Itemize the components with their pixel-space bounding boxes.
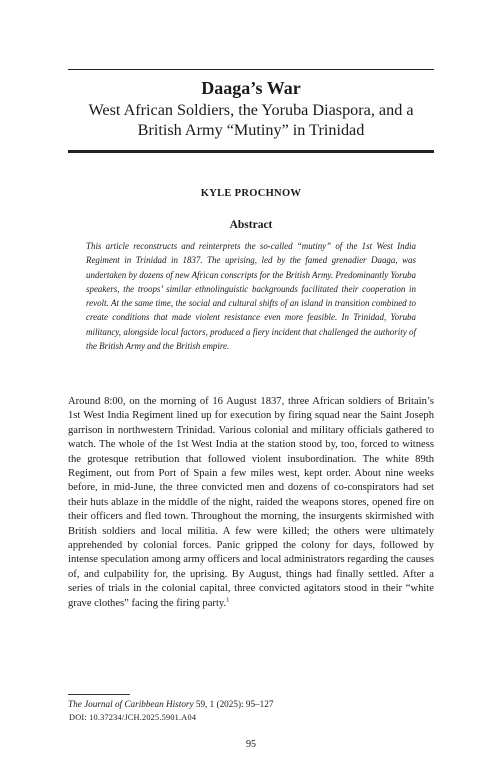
abstract-heading: Abstract xyxy=(229,219,273,231)
title-bottom-rule xyxy=(68,150,434,153)
journal-name: The Journal of Caribbean History xyxy=(68,699,194,709)
author-name: KYLE PROCHNOW xyxy=(200,188,302,199)
title-top-rule xyxy=(68,69,434,70)
footnote-rule xyxy=(68,694,130,695)
article-title: Daaga’s War xyxy=(201,78,301,98)
journal-citation xyxy=(68,699,273,709)
footnote-marker[interactable]: 1 xyxy=(226,596,230,604)
body-paragraph xyxy=(68,395,434,611)
article-subtitle: West African Soldiers, the Yoruba Diaspora, and a British Army “Mutiny” in Trinidad xyxy=(88,101,414,139)
journal-volume-pages: 59, 1 (2025): 95–127 xyxy=(193,699,274,709)
body-paragraph-text: Around 8:00, on the morning of 16 August 1837, three African soldiers of Britain’s 1st West India Regiment lined up for execution by firing squad near the Saint Joseph garrison in northwestern Trinidad. Various colonial and military officials gathered to watch. The whole of the 1st West India at the station stood by, too, forced to witness the grotesque retribution that followed violent insubordination. The white 89th Regiment, out from Port of Spain a few miles west, kept order. About nine weeks before, in mid-June, the three convicted men and dozens of co-conspirators had set their huts ablaze in the middle of the night, raided the weapons stores, opened fire on their officers and fled town. Throughout the morning, the insurgents skirmished with British soldiers and local militia. A few were killed; the others were ultimately apprehended by colonial forces. Panic gripped the colony for days, followed by intense speculation among army officers and local administrators regarding the causes of, and culpability for, the uprising. By August, things had finally settled. After a series of trials in the colonial capital, three convicted agitators stood in their “white grave clothes” facing the firing party. xyxy=(68,396,434,609)
abstract-text: This article reconstructs and reinterprets the so-called “mutiny” of the 1st West India Regiment in Trinidad in 1837. The uprising, led by the famed grenadier Daaga, was undertaken by dozens of new African conscripts for the British Army. Predominantly Yoruba speakers, the troops’ similar ethnolinguistic backgrounds facilitated their cooperation in revolt. At the same time, the social and cultural shifts of an island in transition combined to create conditions that made violent resistance even more feasible. In Trinidad, Yoruba militancy, alongside local factors, produced a fiery incident that challenged the authority of the British Army and the British empire. xyxy=(86,241,416,352)
doi-link[interactable]: DOI: 10.37234/JCH.2025.5901.A04 xyxy=(69,713,197,722)
page-number: 95 xyxy=(246,739,256,750)
